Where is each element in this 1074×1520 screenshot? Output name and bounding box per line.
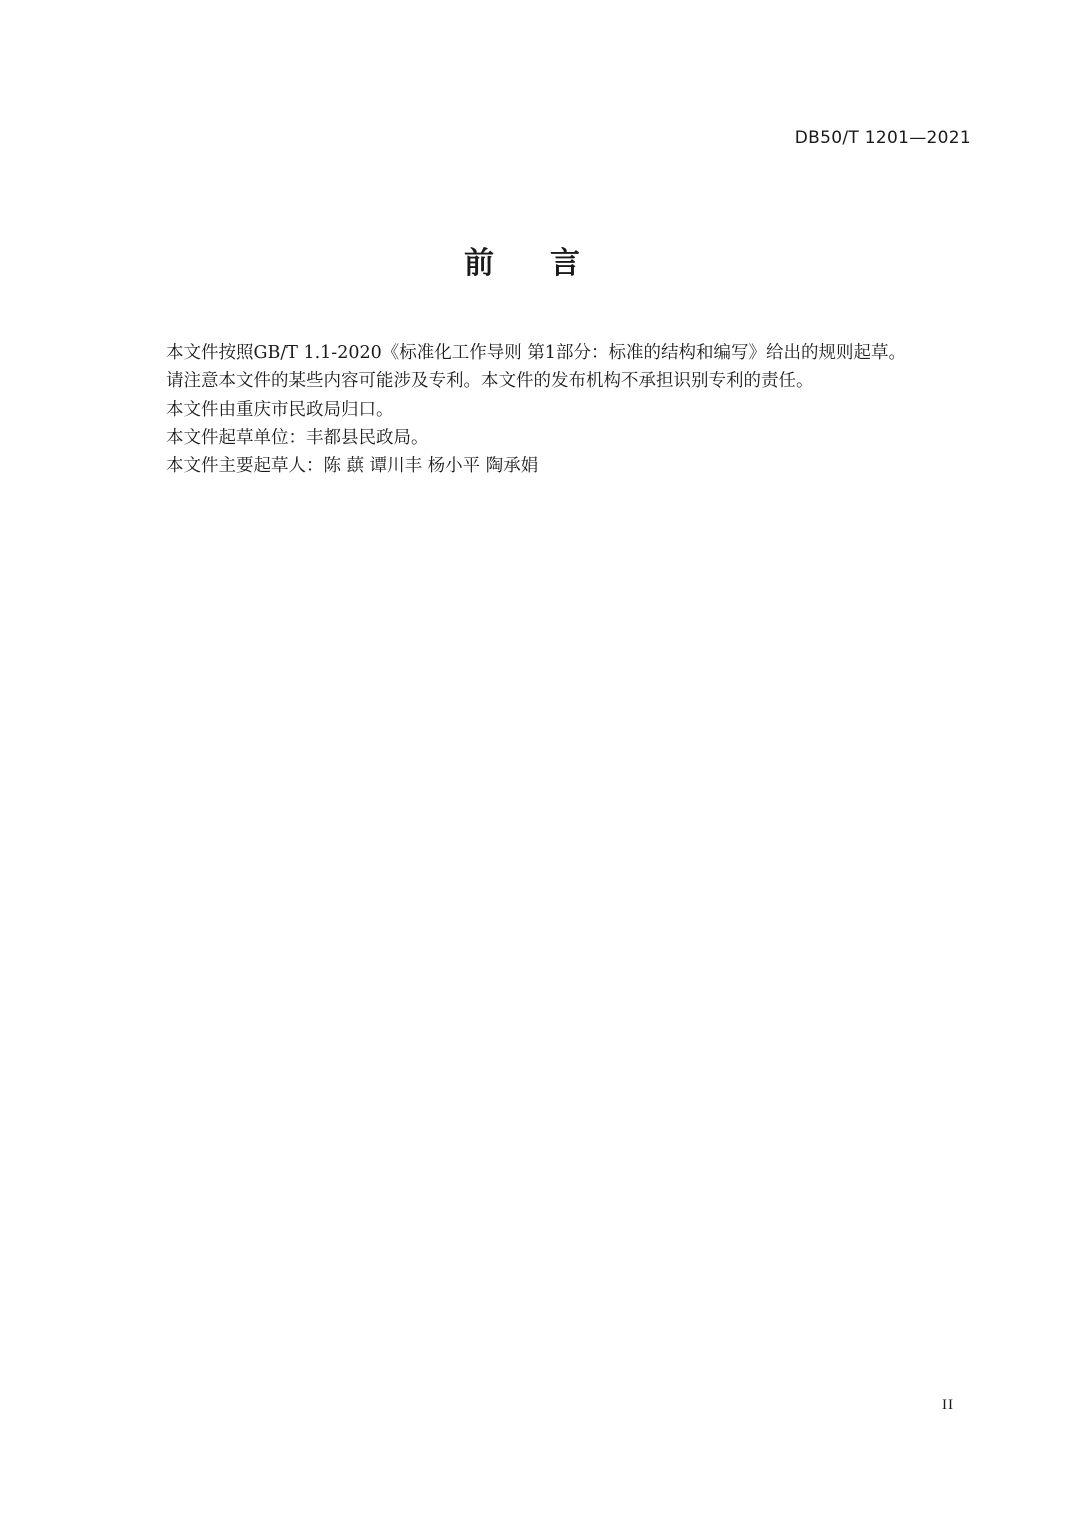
paragraph-patent-notice: 请注意本文件的某些内容可能涉及专利。本文件的发布机构不承担识别专利的责任。	[166, 371, 814, 392]
paragraph-drafting-rules: 本文件按照GB/T 1.1-2020《标准化工作导则 第1部分：标准的结构和编写》给出的规则起草。	[166, 343, 906, 363]
foreword-body	[166, 339, 986, 480]
page-title: 前言	[464, 246, 636, 281]
paragraph-drafting-unit: 本文件起草单位：丰都县民政局。	[166, 427, 429, 448]
page-number: II	[942, 1397, 954, 1413]
paragraph-drafters: 本文件主要起草人：陈 蕻 谭川丰 杨小平 陶承娟	[166, 456, 539, 477]
paragraph-responsible-dept: 本文件由重庆市民政局归口。	[166, 399, 394, 420]
document-code: DB50/T 1201—2021	[794, 128, 971, 148]
